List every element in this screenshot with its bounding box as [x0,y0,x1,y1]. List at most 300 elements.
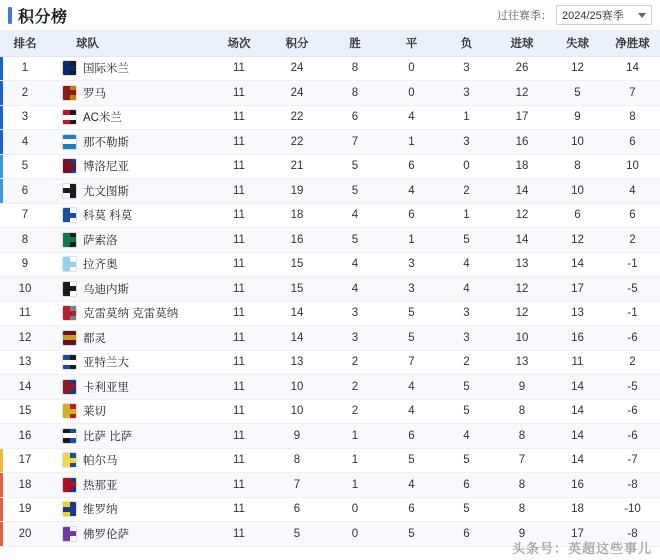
table-row[interactable] [0,301,660,326]
cell-goal-diff: 6 [605,130,660,155]
team-cell-inner [62,134,210,150]
cell-goals-for: 9 [494,375,550,400]
team-crest-icon [62,501,77,517]
cell-rank [0,252,50,277]
cell-win: 4 [326,203,384,228]
cell-win: 1 [326,424,384,449]
cell-goals-against: 16 [550,473,605,498]
cell-draw: 3 [384,252,439,277]
column-header-rank[interactable]: 排名 [0,30,50,56]
rank-zone-stripe [0,498,3,522]
cell-rank [0,375,50,400]
column-header-points[interactable]: 积分 [268,30,326,56]
cell-points: 18 [268,203,326,228]
rank-value: 11 [19,307,31,320]
team-name: 比萨 比萨 [83,430,133,443]
cell-draw: 4 [384,399,439,424]
cell-goals-against: 11 [550,350,605,375]
cell-team[interactable] [50,130,210,155]
team-crest-icon [62,305,77,321]
cell-played: 11 [210,130,268,155]
team-name: 乌迪内斯 [83,283,129,296]
cell-points: 24 [268,56,326,81]
team-crest-icon [62,354,77,370]
cell-goal-diff: -5 [605,277,660,302]
cell-team[interactable] [50,399,210,424]
column-header-draw[interactable]: 平 [384,30,439,56]
cell-goals-against: 17 [550,277,605,302]
cell-win: 3 [326,326,384,351]
cell-goal-diff: 7 [605,81,660,106]
cell-goal-diff: 2 [605,228,660,253]
team-name: 亚特兰大 [83,357,129,370]
cell-goals-against: 17 [550,522,605,547]
page-title [8,4,68,27]
cell-draw: 3 [384,277,439,302]
cell-played: 11 [210,81,268,106]
rank-value: 8 [21,233,29,246]
cell-loss: 1 [439,105,494,130]
cell-team[interactable] [50,56,210,81]
cell-rank [0,179,50,204]
cell-team[interactable] [50,81,210,106]
cell-goals-against: 13 [550,301,605,326]
cell-rank [0,154,50,179]
table-row[interactable] [0,424,660,449]
team-crest-icon [62,109,77,125]
cell-goals-for: 8 [494,424,550,449]
team-name: 科莫 科莫 [83,210,133,223]
cell-rank [0,399,50,424]
team-name: 都灵 [83,332,106,345]
cell-played: 11 [210,154,268,179]
cell-played: 11 [210,375,268,400]
rank-zone-stripe [0,155,3,179]
cell-rank [0,522,50,547]
column-header-played[interactable]: 场次 [210,30,268,56]
table-row[interactable] [0,130,660,155]
cell-goal-diff: -8 [605,522,660,547]
rank-zone-stripe [0,57,3,81]
cell-loss: 5 [439,497,494,522]
cell-goals-for: 12 [494,81,550,106]
table-row[interactable] [0,399,660,424]
team-cell-inner [62,452,210,468]
cell-draw: 4 [384,375,439,400]
rank-value: 3 [21,111,29,124]
cell-points: 16 [268,228,326,253]
cell-goals-for: 8 [494,497,550,522]
cell-team[interactable] [50,497,210,522]
cell-played: 11 [210,497,268,522]
season-label: 过往赛季： [497,10,552,22]
team-name: 帕尔马 [83,455,118,468]
cell-rank [0,56,50,81]
rank-value: 16 [18,429,32,442]
team-crest-icon [62,207,77,223]
table-row[interactable] [0,154,660,179]
cell-draw: 1 [384,130,439,155]
season-dropdown[interactable] [556,5,652,25]
cell-win: 4 [326,277,384,302]
cell-played: 11 [210,301,268,326]
team-cell-inner [62,183,210,199]
team-crest-icon [62,134,77,150]
rank-zone-stripe [0,522,3,546]
chevron-down-icon [638,13,646,18]
rank-value: 17 [18,454,32,467]
cell-goal-diff: -6 [605,399,660,424]
cell-points: 6 [268,497,326,522]
column-header-loss[interactable]: 负 [439,30,494,56]
cell-loss: 4 [439,424,494,449]
cell-team[interactable] [50,424,210,449]
cell-goals-for: 26 [494,56,550,81]
cell-goals-against: 14 [550,399,605,424]
cell-win: 3 [326,301,384,326]
team-cell-inner [62,109,210,125]
team-name: 拉齐奥 [83,259,118,272]
cell-goals-for: 8 [494,473,550,498]
column-header-team[interactable]: 球队 [50,30,210,56]
cell-points: 15 [268,277,326,302]
table-row[interactable] [0,497,660,522]
cell-draw: 6 [384,154,439,179]
cell-goals-against: 14 [550,448,605,473]
team-name: 佛罗伦萨 [83,528,129,541]
team-cell-inner [62,305,210,321]
rank-value: 18 [18,478,32,491]
cell-rank [0,203,50,228]
team-cell-inner [62,60,210,76]
cell-draw: 0 [384,56,439,81]
cell-team[interactable] [50,473,210,498]
cell-played: 11 [210,203,268,228]
team-cell-inner [62,330,210,346]
cell-points: 19 [268,179,326,204]
cell-team[interactable] [50,301,210,326]
team-crest-icon [62,428,77,444]
cell-rank [0,497,50,522]
team-crest-icon [62,60,77,76]
cell-points: 7 [268,473,326,498]
cell-team[interactable] [50,105,210,130]
cell-goals-for: 12 [494,203,550,228]
cell-team[interactable] [50,448,210,473]
cell-loss: 6 [439,473,494,498]
cell-draw: 0 [384,81,439,106]
rank-value: 10 [18,282,32,295]
rank-zone-stripe [0,473,3,497]
team-name: 卡利亚里 [83,381,129,394]
team-cell-inner [62,477,210,493]
cell-goal-diff: -10 [605,497,660,522]
team-name: 克雷莫纳 克雷莫纳 [83,308,179,321]
cell-goals-against: 14 [550,375,605,400]
rank-value: 14 [18,380,32,393]
cell-goal-diff: -5 [605,375,660,400]
team-cell-inner [62,256,210,272]
cell-loss: 2 [439,350,494,375]
cell-goals-against: 14 [550,252,605,277]
rank-value: 1 [21,62,29,75]
cell-draw: 4 [384,179,439,204]
cell-played: 11 [210,56,268,81]
cell-loss: 5 [439,228,494,253]
team-name: 维罗纳 [83,504,118,517]
cell-points: 22 [268,130,326,155]
cell-goals-for: 7 [494,448,550,473]
cell-goal-diff: -6 [605,326,660,351]
table-header-row [0,30,660,56]
cell-loss: 3 [439,326,494,351]
table-row[interactable] [0,277,660,302]
table-row[interactable] [0,252,660,277]
team-crest-icon [62,183,77,199]
team-cell-inner [62,281,210,297]
watermark: 头条号：英超这些事儿 [511,541,652,556]
cell-win: 8 [326,81,384,106]
cell-points: 15 [268,252,326,277]
cell-win: 5 [326,179,384,204]
cell-goals-against: 12 [550,56,605,81]
column-header-goals-against[interactable]: 失球 [550,30,605,56]
cell-draw: 5 [384,301,439,326]
cell-loss: 0 [439,154,494,179]
cell-team[interactable] [50,375,210,400]
cell-rank [0,448,50,473]
cell-goals-against: 14 [550,424,605,449]
cell-goals-for: 12 [494,277,550,302]
cell-team[interactable] [50,179,210,204]
team-cell-inner [62,379,210,395]
table-row[interactable] [0,203,660,228]
table-row[interactable] [0,473,660,498]
cell-goals-against: 16 [550,326,605,351]
cell-goal-diff: -1 [605,252,660,277]
team-name: 那不勒斯 [83,136,129,149]
cell-team[interactable] [50,522,210,547]
cell-played: 11 [210,522,268,547]
cell-goals-against: 18 [550,497,605,522]
cell-points: 24 [268,81,326,106]
cell-loss: 2 [439,179,494,204]
cell-goals-for: 10 [494,326,550,351]
cell-rank [0,81,50,106]
cell-loss: 5 [439,448,494,473]
cell-points: 8 [268,448,326,473]
cell-loss: 3 [439,130,494,155]
cell-draw: 6 [384,424,439,449]
team-name: 国际米兰 [83,63,129,76]
cell-goals-for: 12 [494,301,550,326]
cell-played: 11 [210,105,268,130]
team-name: AC米兰 [83,112,122,125]
cell-draw: 6 [384,203,439,228]
cell-draw: 5 [384,326,439,351]
cell-played: 11 [210,448,268,473]
cell-team[interactable] [50,228,210,253]
cell-goal-diff: 8 [605,105,660,130]
team-cell-inner [62,403,210,419]
team-crest-icon [62,452,77,468]
season-value: 2024/25赛季 [562,10,624,22]
cell-goals-for: 14 [494,179,550,204]
cell-loss: 1 [439,203,494,228]
cell-played: 11 [210,228,268,253]
cell-team[interactable] [50,203,210,228]
rank-value: 7 [21,209,29,222]
rank-zone-stripe [0,81,3,105]
table-row[interactable] [0,105,660,130]
team-cell-inner [62,501,210,517]
table-row[interactable] [0,448,660,473]
table-row[interactable] [0,81,660,106]
team-name: 热那亚 [83,479,118,492]
cell-draw: 4 [384,105,439,130]
cell-win: 6 [326,105,384,130]
cell-goals-against: 8 [550,154,605,179]
rank-value: 2 [21,86,29,99]
team-cell-inner [62,85,210,101]
cell-played: 11 [210,326,268,351]
cell-rank [0,350,50,375]
cell-win: 1 [326,473,384,498]
table-row[interactable] [0,375,660,400]
cell-points: 22 [268,105,326,130]
cell-goal-diff: 4 [605,179,660,204]
team-name: 博洛尼亚 [83,161,129,174]
rank-value: 5 [21,160,29,173]
cell-goals-for: 14 [494,228,550,253]
cell-team[interactable] [50,350,210,375]
table-row[interactable] [0,326,660,351]
table-row[interactable] [0,179,660,204]
cell-goal-diff: -8 [605,473,660,498]
team-cell-inner [62,207,210,223]
cell-draw: 5 [384,522,439,547]
page-title-text: 积分榜 [18,8,68,26]
cell-loss: 5 [439,399,494,424]
cell-win: 8 [326,56,384,81]
cell-goals-for: 8 [494,399,550,424]
team-crest-icon [62,256,77,272]
cell-loss: 3 [439,301,494,326]
table-body [0,56,660,546]
cell-goal-diff: 6 [605,203,660,228]
team-crest-icon [62,281,77,297]
team-crest-icon [62,232,77,248]
table-row[interactable] [0,228,660,253]
rank-value: 20 [18,527,32,540]
cell-loss: 4 [439,252,494,277]
rank-zone-stripe [0,130,3,154]
table-row[interactable] [0,56,660,81]
cell-points: 5 [268,522,326,547]
cell-rank [0,228,50,253]
cell-played: 11 [210,424,268,449]
cell-loss: 6 [439,522,494,547]
table-row[interactable] [0,350,660,375]
cell-win: 2 [326,350,384,375]
cell-goals-against: 10 [550,130,605,155]
cell-rank [0,473,50,498]
cell-rank [0,105,50,130]
cell-points: 14 [268,326,326,351]
cell-team[interactable] [50,277,210,302]
team-cell-inner [62,354,210,370]
rank-value: 15 [18,405,32,418]
cell-goals-against: 9 [550,105,605,130]
cell-draw: 1 [384,228,439,253]
cell-loss: 4 [439,277,494,302]
rank-value: 9 [21,258,29,271]
cell-goal-diff: -1 [605,301,660,326]
cell-goals-for: 13 [494,252,550,277]
cell-goals-against: 12 [550,228,605,253]
cell-rank [0,326,50,351]
team-cell-inner [62,232,210,248]
cell-points: 10 [268,399,326,424]
cell-team[interactable] [50,154,210,179]
column-header-goals-for[interactable]: 进球 [494,30,550,56]
team-name: 萨索洛 [83,234,118,247]
cell-loss: 3 [439,56,494,81]
cell-team[interactable] [50,252,210,277]
cell-played: 11 [210,179,268,204]
rank-value: 6 [21,184,29,197]
team-crest-icon [62,403,77,419]
column-header-win[interactable]: 胜 [326,30,384,56]
cell-rank [0,130,50,155]
team-crest-icon [62,379,77,395]
title-accent-bar [8,7,12,24]
cell-goals-for: 18 [494,154,550,179]
cell-played: 11 [210,277,268,302]
cell-draw: 7 [384,350,439,375]
cell-goals-against: 5 [550,81,605,106]
rank-value: 12 [18,331,32,344]
cell-goals-against: 10 [550,179,605,204]
cell-rank [0,424,50,449]
cell-goal-diff: -6 [605,424,660,449]
cell-points: 10 [268,375,326,400]
cell-points: 13 [268,350,326,375]
cell-goal-diff: 2 [605,350,660,375]
cell-rank [0,277,50,302]
rank-value: 4 [21,135,29,148]
cell-played: 11 [210,252,268,277]
cell-win: 4 [326,252,384,277]
team-name: 罗马 [83,87,106,100]
cell-points: 14 [268,301,326,326]
cell-team[interactable] [50,326,210,351]
team-crest-icon [62,477,77,493]
cell-rank [0,301,50,326]
cell-win: 1 [326,448,384,473]
cell-goal-diff: -7 [605,448,660,473]
column-header-goal-diff[interactable]: 净胜球 [605,30,660,56]
cell-played: 11 [210,350,268,375]
cell-loss: 3 [439,81,494,106]
cell-goal-diff: 10 [605,154,660,179]
cell-points: 9 [268,424,326,449]
cell-win: 2 [326,399,384,424]
cell-draw: 4 [384,473,439,498]
cell-win: 7 [326,130,384,155]
season-selector[interactable] [497,5,652,25]
team-cell-inner [62,526,210,542]
